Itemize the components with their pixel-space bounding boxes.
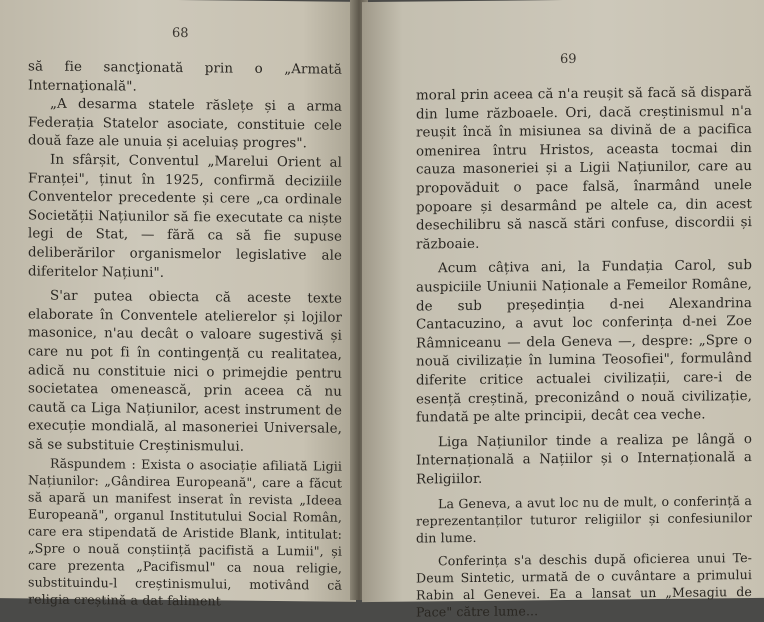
right-paragraph-5: Conferința s'a deschis după oficierea unui Te-Deum Sintetic, urmată de o cuvântare a primului Rabin al Genevei. Ea a lansat un „Mesagiu de Pace" către lume... [416,550,752,621]
right-page-text [416,84,752,621]
left-paragraph-3: In sfârșit, Conventul „Marelui Orient al Franței", ținut în 1925, confirmă deciziile Conventelor precedente și cere „ca ordinale Societății Națiunilor să fie executate ca niște legi de Stat, — fără ca să fie supuse deliberărilor organismelor legislative ale diferitelor Națiuni". [28,152,342,281]
left-paragraph-2: „A desarma statele răslețe și a arma Federația Statelor asociate, constituie cele două faze ale unuia și aceluiaș progres". [28,96,342,152]
left-paragraph-5: Răspundem : Exista o asociație afiliată Ligii Națiunilor: „Gândirea Europeană", care a făcut să apară un manifest inserat în revista „Ideea Europeană", organul Institutului Social Român, care era stipendată de Aristide Blank, intitulat: „Spre o nouă conștiință pacifistă a Lumii", și care prezenta „Pacifismul" ca noua religie, substituindu-l creștinismului, motivând că religia creștină a dat faliment [28,456,342,609]
right-paragraph-1: moral prin aceea că n'a reușit să facă să dispară din lume războaele. Ori, dacă creștinismul n'a reușit încă în misiunea sa divină de a pacifica omenirea întru Hristos, aceasta tocmai din cauza masoneriei și a Ligii Națiunilor, care au propovăduit o pace falsă, înarmând unele popoare și desarmând pe altele ca, din acest desechilibru să nască stări confuse, discordii și războaie. [416,85,752,253]
left-paragraph-1: să fie sancţionată prin o „Armată Internaţională". [28,59,342,95]
right-paragraph-4: La Geneva, a avut loc nu de mult, o conferință a reprezentanților tuturor religiilor și confesiunilor din lume. [416,493,752,547]
left-page-number: 68 [172,25,189,42]
left-page-text [28,58,342,611]
right-paragraph-2: Acum câțiva ani, la Fundația Carol, sub auspiciile Uniunii Naționale a Femeilor Române, de sub președinția d-nei Alexandrina Cantacuzino, a avut loc conferința d-nei Zoe Râmniceanu — dela Geneva —, despre: „Spre o nouă civilizație în lumina Teosofiei", formulând diferite critice actualei civilizații, care-i de esență creștină, preconizând o nouă civilizație, fundată pe alte principii, decât cea veche. [416,258,752,426]
right-page [362,0,764,621]
left-page [0,0,356,609]
right-page-number: 69 [560,51,577,68]
left-paragraph-4: S'ar putea obiecta că aceste texte elaborate în Conventele atelierelor și lojilor masonice, n'au decât o valoare sugestivă și care nu pot fi în contingență cu realitatea, adică nu constituie nici o primejdie pentru societatea omenească, prin aceea că nu caută ca Liga Națiunilor, acest instrument de execuție mondială, al masoneriei Universale, să se substituie Creștinismului. [28,288,342,455]
right-paragraph-3: Liga Națiunilor tinde a realiza pe lângă o Internațională a Națiilor și o Internațională a Religiilor. [416,431,752,488]
